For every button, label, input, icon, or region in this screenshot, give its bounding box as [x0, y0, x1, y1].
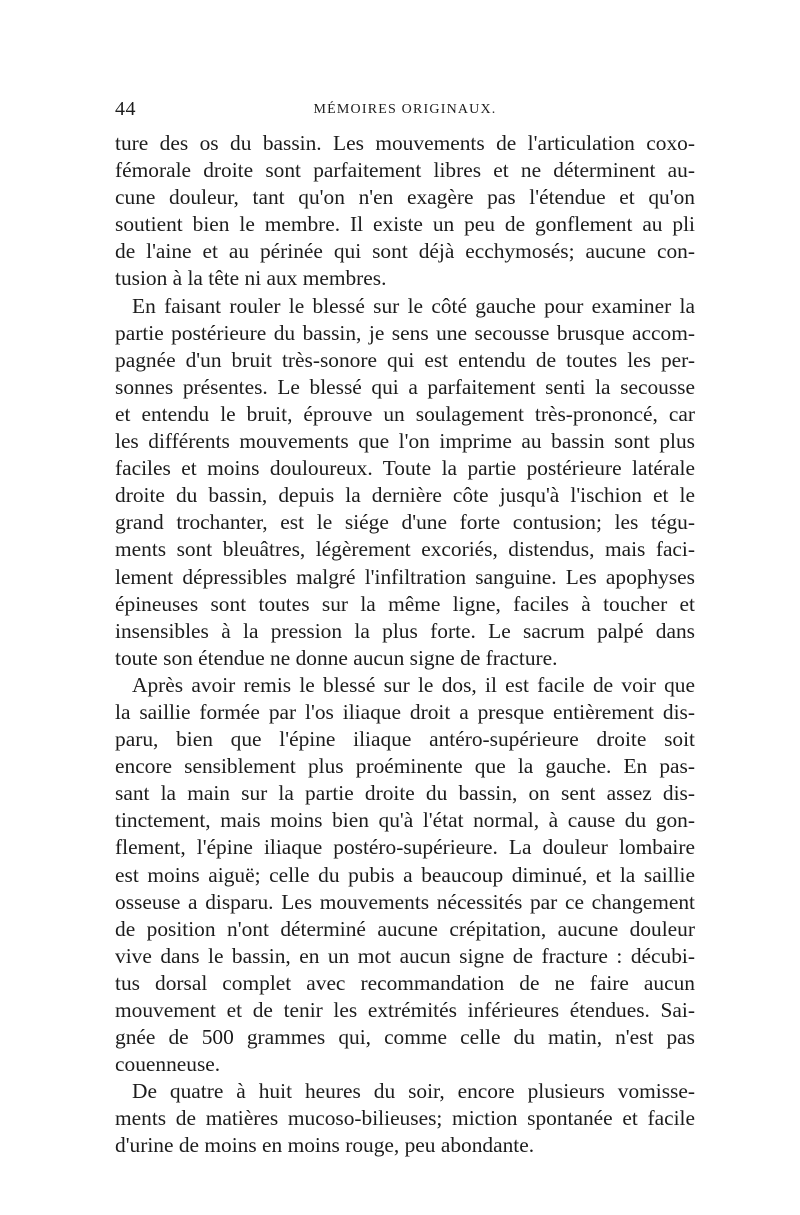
running-title: MÉMOIRES ORIGINAUX.: [313, 102, 497, 117]
text-line: partie postérieure du bassin, je sens une secousse brusque accom-: [115, 320, 695, 345]
text-line: ments de matières mucoso-bilieuses; miction spontanée et facile: [115, 1106, 695, 1131]
text-line: De quatre à huit heures du soir, encore plusieurs vomisse-: [132, 1079, 695, 1104]
book-page: [115, 96, 695, 1160]
text-line: ments sont bleuâtres, légèrement excoriés, distendus, mais faci-: [115, 537, 695, 562]
text-line: fémorale droite sont parfaitement libres et ne déterminent au-: [115, 158, 695, 183]
text-line: d'urine de moins en moins rouge, peu abondante.: [115, 1133, 535, 1158]
text-line: vive dans le bassin, en un mot aucun signe de fracture : décubi-: [115, 943, 695, 968]
body-text: [115, 130, 695, 1160]
text-line: ture des os du bassin. Les mouvements de l'articulation coxo-: [115, 131, 695, 155]
text-line: tus dorsal complet avec recommandation de ne faire aucun: [115, 970, 695, 995]
text-line: paru, bien que l'épine iliaque antéro-supérieure droite soit: [115, 727, 695, 752]
text-line: épineuses sont toutes sur la même ligne, faciles à toucher et: [115, 591, 695, 616]
text-line: est moins aiguë; celle du pubis a beaucoup diminué, et la saillie: [115, 862, 695, 887]
text-line: osseuse a disparu. Les mouvements nécessités par ce changement: [115, 889, 695, 914]
text-line: flement, l'épine iliaque postéro-supérieure. La douleur lombaire: [115, 835, 695, 860]
text-line: couenneuse.: [115, 1052, 221, 1077]
page-header: [115, 96, 695, 122]
text-line: droite du bassin, depuis la dernière côte jusqu'à l'ischion et le: [115, 483, 695, 508]
text-line: de position n'ont déterminé aucune crépitation, aucune douleur: [115, 916, 695, 941]
text-line: insensibles à la pression la plus forte. Le sacrum palpé dans: [115, 618, 695, 643]
text-line: les différents mouvements que l'on imprime au bassin sont plus: [115, 429, 695, 454]
text-line: soutient bien le membre. Il existe un peu de gonflement au pli: [115, 212, 695, 237]
text-line: mouvement et de tenir les extrémités inférieures étendues. Sai-: [115, 998, 695, 1022]
text-line: lement dépressibles malgré l'infiltration sanguine. Les apophyses: [115, 564, 695, 589]
text-line: gnée de 500 grammes qui, comme celle du matin, n'est pas: [115, 1025, 695, 1050]
text-line: de l'aine et au périnée qui sont déjà ecchymosés; aucune con-: [115, 239, 695, 264]
text-line: toute son étendue ne donne aucun signe de fracture.: [115, 645, 558, 670]
text-line: grand trochanter, est le siége d'une forte contusion; les tégu-: [115, 510, 695, 535]
text-line: tinctement, mais moins bien qu'à l'état normal, à cause du gon-: [115, 808, 695, 833]
text-line: la saillie formée par l'os iliaque droit a presque entièrement dis-: [115, 699, 695, 724]
text-line: En faisant rouler le blessé sur le côté gauche pour examiner la: [132, 293, 695, 318]
text-line: cune douleur, tant qu'on n'en exagère pas l'étendue et qu'on: [115, 185, 695, 210]
text-line: sonnes présentes. Le blessé qui a parfaitement senti la secousse: [115, 374, 695, 399]
text-line: tusion à la tête ni aux membres.: [115, 266, 387, 291]
text-line: et entendu le bruit, éprouve un soulagement très-prononcé, car: [115, 401, 695, 426]
text-line: faciles et moins douloureux. Toute la partie postérieure latérale: [115, 456, 695, 481]
text-line: pagnée d'un bruit très-sonore qui est entendu de toutes les per-: [115, 347, 695, 372]
page-number: 44: [115, 98, 136, 120]
text-line: encore sensiblement plus proéminente que la gauche. En pas-: [115, 754, 695, 779]
text-line: Après avoir remis le blessé sur le dos, il est facile de voir que: [132, 672, 695, 697]
text-line: sant la main sur la partie droite du bassin, on sent assez dis-: [115, 781, 695, 806]
